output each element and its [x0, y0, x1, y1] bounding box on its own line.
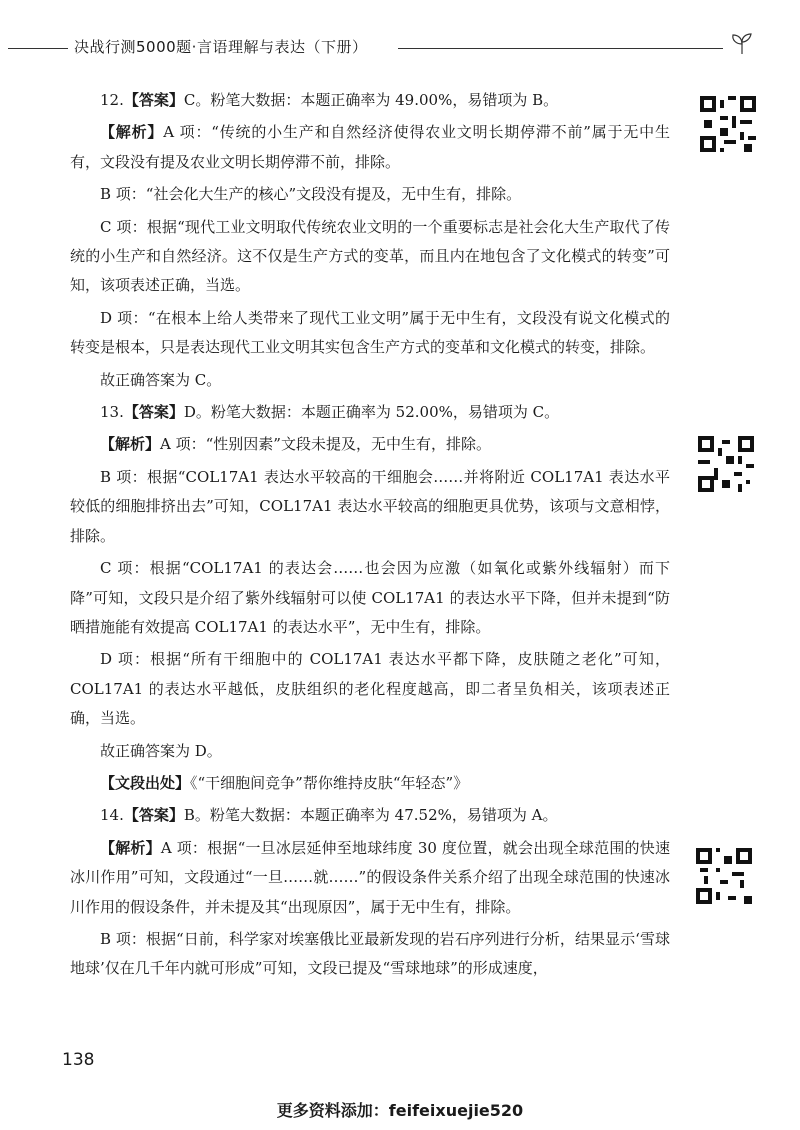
qr-code-icon[interactable] — [698, 436, 754, 492]
sprout-icon — [728, 32, 756, 56]
page-header — [0, 28, 800, 64]
header-rule-right — [398, 48, 723, 49]
qr-code-icon[interactable] — [700, 96, 756, 152]
paragraph-q12-option-d: D 项：“在根本上给人类带来了现代工业文明”属于无中生有，文段没有说文化模式的转变是根本，只是表达现代工业文明其实包含生产方式的变革和文化模式的转变，排除。 — [70, 308, 670, 357]
header-rule-left — [8, 48, 68, 49]
header-title: 决战行测5000题·言语理解与表达（下册） — [74, 38, 368, 56]
paragraph-q12-conclusion: 故正确答案为 C。 — [100, 370, 222, 389]
paragraph-q13-answer: 13.【答案】D。粉笔大数据：本题正确率为 52.00%，易错项为 C。 — [100, 403, 560, 422]
paragraph-q14-analysis: 【解析】A 项：根据“一旦冰层延伸至地球纬度 30 度位置，就会出现全球范围的快速冰川作用”可知，文段通过“一旦……就……”的假设条件关系介绍了出现全球范围的快速冰川作用的假设条件，并未提及其“出现原因”，属于无中生有，排除。 — [70, 838, 670, 916]
paragraph-q13-option-d: D 项：根据“所有干细胞中的 COL17A1 表达水平都下降，皮肤随之老化”可知，COL17A1 的表达水平越低，皮肤组织的老化程度越高，即二者呈负相关，该项表述正确，当选。 — [70, 650, 670, 728]
paragraph-q12-answer: 12.【答案】C。粉笔大数据：本题正确率为 49.00%，易错项为 B。 — [100, 91, 559, 109]
footer-note: 更多资料添加：feifeixuejie520 — [276, 1101, 524, 1120]
paragraph-q13-conclusion: 故正确答案为 D。 — [100, 741, 222, 760]
paragraph-q14-answer: 14.【答案】B。粉笔大数据：本题正确率为 47.52%，易错项为 A。 — [100, 806, 558, 825]
paragraph-q12-analysis: 【解析】A 项：“传统的小生产和自然经济使得农业文明长期停滞不前”属于无中生有，文段没有提及农业文明长期停滞不前，排除。 — [70, 123, 670, 171]
paragraph-q14-option-b: B 项：根据“日前，科学家对埃塞俄比亚最新发现的岩石序列进行分析，结果显示‘雪球地球’仅在几千年内就可形成”可知，文段已提及“雪球地球”的形成速度， — [70, 929, 670, 978]
qr-code-icon[interactable] — [696, 848, 752, 904]
paragraph-q12-option-b: B 项：“社会化大生产的核心”文段没有提及，无中生有，排除。 — [100, 185, 522, 204]
page-body — [70, 86, 670, 987]
paragraph-q13-source: 【文段出处】《“干细胞间竞争”帮你维持皮肤“年轻态”》 — [100, 773, 469, 792]
page-number: 138 — [62, 1050, 95, 1070]
paragraph-q13-analysis: 【解析】A 项：“性别因素”文段未提及，无中生有，排除。 — [100, 435, 491, 454]
paragraph-q13-option-c: C 项：根据“COL17A1 的表达会……也会因为应激（如氧化或紫外线辐射）而下降”可知，文段只是介绍了紫外线辐射可以使 COL17A1 的表达水平下降，但并未提到“防晒措施能有效提高 COL17A1 的表达水平”，无中生有，排除。 — [70, 559, 670, 636]
paragraph-q13-option-b: B 项：根据“COL17A1 表达水平较高的干细胞会……并将附近 COL17A1 表达水平较低的细胞排挤出去”可知，COL17A1 表达水平较高的细胞更具优势，该项与文意相悖，排除。 — [70, 467, 670, 545]
paragraph-q12-option-c: C 项：根据“现代工业文明取代传统农业文明的一个重要标志是社会化大生产取代了传统的小生产和自然经济。这不仅是生产方式的变革，而且内在地包含了文化模式的转变”可知，该项表述正确，当选。 — [70, 217, 670, 295]
